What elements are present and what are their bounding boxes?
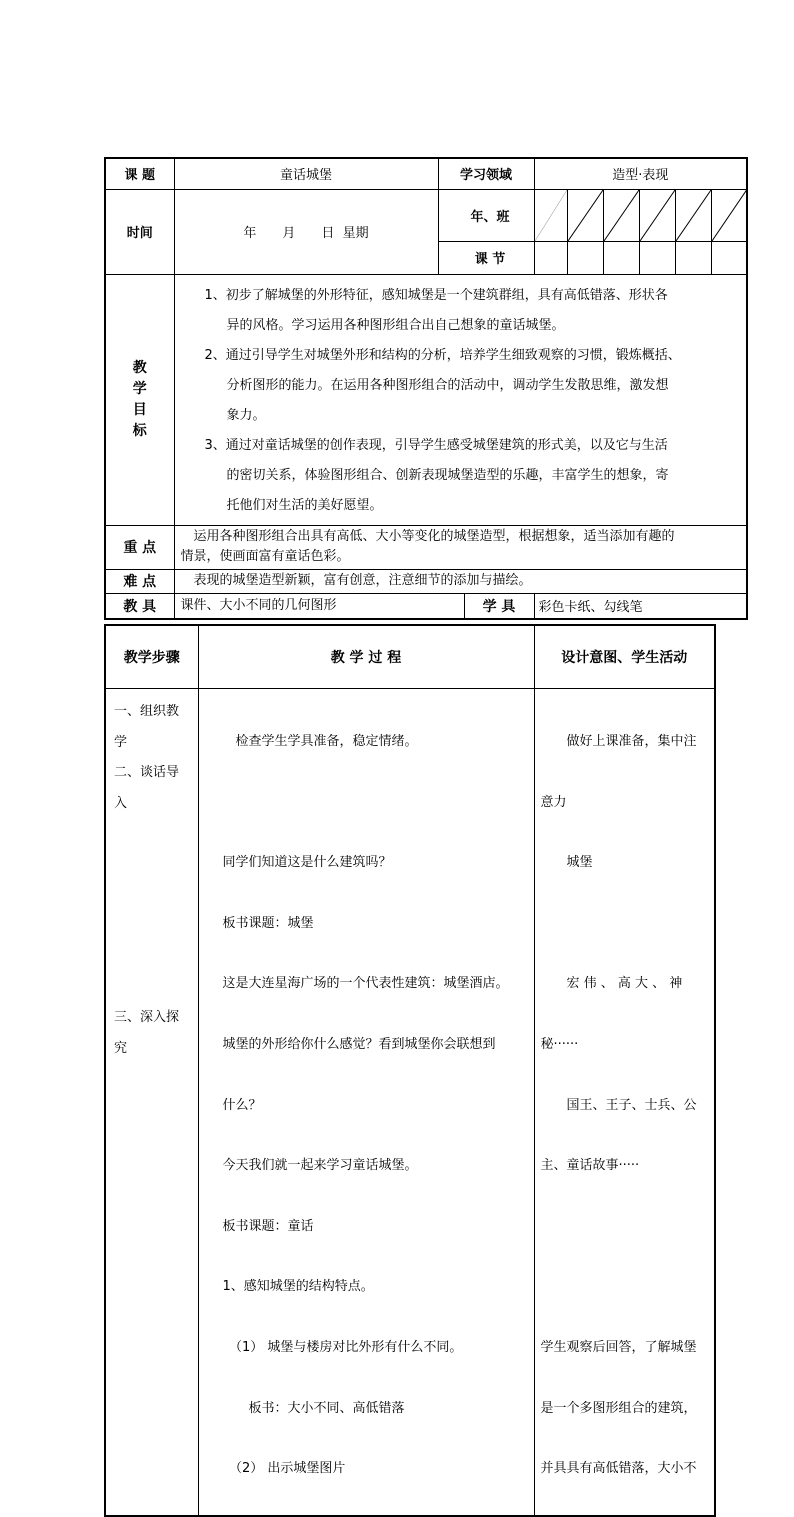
process-line: 板书课题：童话 bbox=[222, 1218, 314, 1234]
process-line: 什么？ bbox=[222, 1097, 262, 1113]
difficulty-content: 表现的城堡造型新颖，富有创意，注意细节的添加与描绘。 bbox=[174, 569, 747, 593]
class-label: 年、班 bbox=[438, 189, 534, 241]
intent-line: 主、童话故事····· bbox=[540, 1158, 640, 1174]
process-line: 同学们知道这是什么建筑吗？ bbox=[222, 855, 392, 871]
key-point-label: 重 点 bbox=[105, 525, 174, 569]
process-column bbox=[198, 689, 534, 1516]
objective-line: 2、通过引导学生对城堡外形和结构的分析，培养学生细致观察的习惯，锻炼概括、 bbox=[204, 347, 681, 363]
objectives-label bbox=[105, 274, 174, 525]
intent-line: 国王、王子、士兵、公 bbox=[540, 1097, 697, 1113]
process-line: 板书：大小不同、高低错落 bbox=[222, 1400, 405, 1416]
intent-line: 是一个多图形组合的建筑， bbox=[540, 1400, 697, 1416]
step-line bbox=[114, 850, 198, 881]
intent-line: 宏 伟 、 高 大 、 神 bbox=[540, 976, 683, 992]
class-cell bbox=[675, 189, 711, 241]
intent-line: 学生观察后回答，了解城堡 bbox=[540, 1339, 697, 1355]
objective-line: 分析图形的能力。在运用各种图形组合的活动中，调动学生发散思维，激发想 bbox=[226, 377, 669, 393]
step-line bbox=[114, 819, 198, 850]
difficulty-label: 难 点 bbox=[105, 569, 174, 593]
intent-line: 做好上课准备，集中注 bbox=[540, 734, 697, 749]
topic-value: 童话城堡 bbox=[174, 158, 438, 189]
step-line: 一、组织教 bbox=[114, 704, 180, 719]
objective-line: 象力。 bbox=[226, 407, 266, 423]
objective-line: 3、通过对童话城堡的创作表现，引导学生感受城堡建筑的形式美，以及它与生活 bbox=[204, 437, 668, 453]
step-line bbox=[114, 942, 198, 973]
intent-line: 并具具有高低错落，大小不 bbox=[540, 1461, 697, 1477]
period-cell bbox=[534, 241, 567, 274]
step-line bbox=[114, 1064, 198, 1095]
teaching-process-table bbox=[104, 624, 716, 1517]
domain-value: 造型·表现 bbox=[534, 158, 747, 189]
intent-line: 意力 bbox=[540, 794, 567, 810]
intent-column bbox=[534, 689, 715, 1516]
period-label: 课 节 bbox=[438, 241, 534, 274]
objectives-content bbox=[174, 274, 747, 525]
step-line bbox=[114, 911, 198, 942]
process-line: 1、感知城堡的结构特点。 bbox=[222, 1279, 374, 1295]
intent-line bbox=[541, 1272, 715, 1303]
key-point-content bbox=[174, 525, 747, 569]
objectives-label-char: 学 bbox=[132, 380, 147, 397]
objective-line: 1、初步了解城堡的外形特征，感知城堡是一个建筑群组，具有高低错落、形状各 bbox=[204, 287, 668, 303]
period-cell bbox=[567, 241, 603, 274]
intent-line bbox=[541, 1212, 715, 1243]
process-line: 检查学生学具准备，稳定情绪。 bbox=[222, 734, 418, 749]
teaching-tools-label: 教 具 bbox=[105, 593, 174, 619]
step-line bbox=[114, 972, 198, 1003]
process-line: 这是大连星海广场的一个代表性建筑：城堡酒店。 bbox=[222, 976, 509, 992]
intent-line: 秘······ bbox=[540, 1036, 579, 1052]
teaching-tools-value: 课件、大小不同的几何图形 bbox=[175, 594, 465, 618]
period-cell bbox=[675, 241, 711, 274]
step-line bbox=[114, 881, 198, 912]
step-line: 入 bbox=[114, 795, 128, 811]
step-line: 三、深入探 bbox=[114, 1009, 180, 1025]
period-cell bbox=[603, 241, 639, 274]
step-line: 究 bbox=[114, 1040, 128, 1056]
objective-line: 的密切关系，体验图形组合、创新表现城堡造型的乐趣，丰富学生的想象，寄 bbox=[226, 467, 669, 483]
objectives-label-char: 教 bbox=[132, 359, 147, 376]
intent-line: 城堡 bbox=[540, 855, 593, 871]
topic-label: 课 题 bbox=[105, 158, 174, 189]
steps-column bbox=[105, 689, 198, 1516]
student-tools-label: 学 具 bbox=[482, 598, 516, 615]
process-line: 板书课题：城堡 bbox=[222, 915, 314, 931]
process-line bbox=[223, 788, 534, 819]
class-cell bbox=[639, 189, 675, 241]
time-label: 时间 bbox=[105, 189, 174, 274]
key-point-line: 情景，使画面富有童话色彩。 bbox=[180, 549, 350, 564]
objectives-label-char: 目 bbox=[132, 401, 147, 418]
class-cell bbox=[567, 189, 603, 241]
objective-line: 托他们对生活的美好愿望。 bbox=[226, 497, 383, 513]
class-cell bbox=[534, 189, 567, 241]
teaching-tools-cell bbox=[174, 593, 534, 619]
class-cell bbox=[711, 189, 747, 241]
step-line: 学 bbox=[114, 734, 128, 750]
process-line: 今天我们就一起来学习童话城堡。 bbox=[222, 1158, 418, 1174]
step-line: 二、谈话导 bbox=[114, 765, 180, 781]
period-cell bbox=[711, 241, 747, 274]
steps-header: 教学步骤 bbox=[105, 625, 198, 689]
domain-label: 学习领域 bbox=[438, 158, 534, 189]
intent-line bbox=[541, 909, 715, 940]
process-line: （2） 出示城堡图片 bbox=[222, 1461, 346, 1477]
process-header: 教 学 过 程 bbox=[198, 625, 534, 689]
intent-header: 设计意图、学生活动 bbox=[534, 625, 715, 689]
process-line: （1） 城堡与楼房对比外形有什么不同。 bbox=[222, 1339, 463, 1355]
key-point-line: 运用各种图形组合出具有高低、大小等变化的城堡造型，根据想象，适当添加有趣的 bbox=[180, 529, 675, 544]
date-line: 年 月 日 星期 bbox=[174, 189, 438, 274]
student-tools-value: 彩色卡纸、勾线笔 bbox=[534, 593, 747, 619]
class-cell bbox=[603, 189, 639, 241]
process-line: 城堡的外形给你什么感觉？看到城堡你会联想到 bbox=[222, 1036, 496, 1052]
objectives-label-char: 标 bbox=[132, 422, 147, 439]
objective-line: 异的风格。学习运用各种图形组合出自己想象的童话城堡。 bbox=[226, 317, 565, 333]
period-cell bbox=[639, 241, 675, 274]
lesson-info-table bbox=[104, 157, 748, 620]
